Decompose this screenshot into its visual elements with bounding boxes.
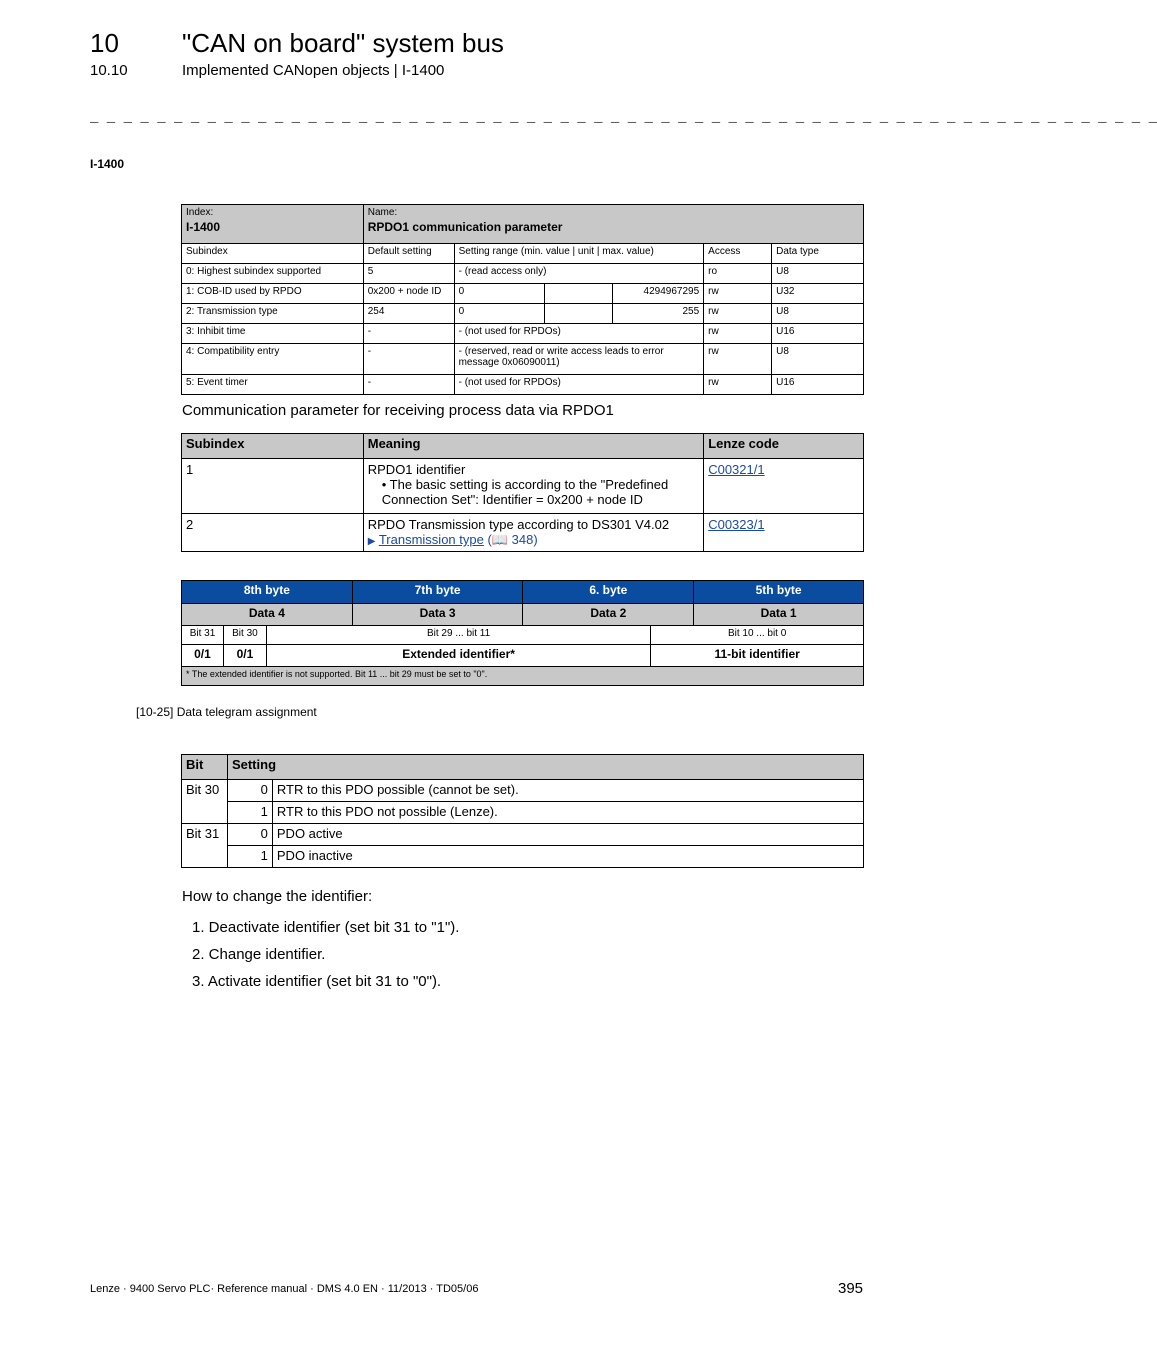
value-bit-30: 0/1: [223, 645, 266, 667]
cell-access: rw: [704, 284, 772, 304]
cell-range: - (reserved, read or write access leads to error message 0x06090011): [454, 344, 704, 375]
cell-subindex: 3: Inhibit time: [182, 324, 364, 344]
cell-value: 0: [227, 780, 272, 802]
cell-bit: Bit 30: [182, 780, 228, 824]
name-cell: [363, 205, 863, 244]
table-row: [182, 324, 864, 344]
cell-access: rw: [704, 375, 772, 395]
cell-text: PDO active: [272, 824, 863, 846]
cell-access: rw: [704, 324, 772, 344]
chapter-title: "CAN on board" system bus: [182, 28, 504, 58]
cell-value: 1: [227, 846, 272, 868]
name-label: Name:: [367, 207, 398, 218]
footer-text: Lenze · 9400 Servo PLC· Reference manual · DMS 4.0 EN · 11/2013 · TD05/06: [90, 1283, 479, 1295]
data-2: Data 2: [523, 604, 694, 626]
col-range: Setting range (min. value | unit | max. value): [454, 244, 704, 264]
cell-min: 0: [454, 284, 545, 304]
bit-30: Bit 30: [223, 626, 266, 645]
cell-meaning: [363, 514, 703, 552]
cell-unit: [545, 284, 613, 304]
cell-bit: Bit 31: [182, 824, 228, 868]
table-caption: Communication parameter for receiving process data via RPDO1: [182, 402, 614, 419]
chapter-number: 10: [90, 28, 119, 58]
byte-6: 6. byte: [523, 581, 694, 604]
data-4: Data 4: [182, 604, 353, 626]
table-row: [182, 264, 864, 284]
cell-unit: [545, 304, 613, 324]
telegram-note: * The extended identifier is not supported. Bit 11 ... bit 29 must be set to "0".: [182, 667, 864, 686]
cell-subindex: 0: Highest subindex supported: [182, 264, 364, 284]
section-title: Implemented CANopen objects | I-1400: [182, 62, 445, 79]
lenze-code-link[interactable]: C00323/1: [708, 517, 765, 532]
section-number: 10.10: [90, 62, 128, 79]
meaning-table: [181, 433, 864, 552]
col-meaning: Meaning: [363, 434, 703, 459]
table-row: [182, 284, 864, 304]
cell-code: [704, 514, 864, 552]
col-access: Access: [704, 244, 772, 264]
table-row: [182, 375, 864, 395]
cell-text: RTR to this PDO possible (cannot be set).: [272, 780, 863, 802]
col-subindex: Subindex: [182, 434, 364, 459]
cell-value: 1: [227, 802, 272, 824]
list-item: 1. Deactivate identifier (set bit 31 to "1").: [192, 919, 460, 936]
object-heading: I-1400: [90, 157, 125, 171]
table-row: [182, 304, 864, 324]
list-item: 2. Change identifier.: [192, 946, 326, 963]
cell-type: U8: [772, 264, 864, 284]
table-row: [182, 802, 864, 824]
book-icon: 📖: [491, 532, 508, 547]
cell-text: RTR to this PDO not possible (Lenze).: [272, 802, 863, 824]
cell-range: - (not used for RPDOs): [454, 324, 704, 344]
bit-31: Bit 31: [182, 626, 224, 645]
howto-heading: How to change the identifier:: [182, 888, 373, 905]
bit-table: [181, 754, 864, 868]
index-value: I-1400: [186, 220, 221, 234]
cell-default: 254: [363, 304, 454, 324]
byte-7: 7th byte: [352, 581, 523, 604]
cell-subindex: 2: Transmission type: [182, 304, 364, 324]
cell-type: U32: [772, 284, 864, 304]
meaning-text: RPDO1 identifier: [367, 462, 466, 477]
col-lenze-code: Lenze code: [704, 434, 864, 459]
meaning-bullet: • The basic setting is according to the "Predefined Connection Set": Identifier = 0x200 + node ID: [381, 477, 669, 507]
page-ref[interactable]: 348: [511, 532, 534, 547]
data-1: Data 1: [694, 604, 864, 626]
cell-default: 0x200 + node ID: [363, 284, 454, 304]
index-label: Index:: [186, 207, 214, 218]
cell-default: -: [363, 344, 454, 375]
cell-max: 4294967295: [613, 284, 704, 304]
steps-list: [192, 914, 459, 995]
cell-default: 5: [363, 264, 454, 284]
transmission-type-link[interactable]: Transmission type: [378, 532, 484, 547]
col-type: Data type: [772, 244, 864, 264]
telegram-table: [181, 580, 864, 686]
cell-type: U8: [772, 344, 864, 375]
triangle-right-icon: ▶: [367, 536, 376, 547]
col-default: Default setting: [363, 244, 454, 264]
byte-8: 8th byte: [182, 581, 353, 604]
cell-code: [704, 459, 864, 514]
table-row: [182, 459, 864, 514]
cell-range: - (not used for RPDOs): [454, 375, 704, 395]
bits-29-11: Bit 29 ... bit 11: [266, 626, 650, 645]
list-item: 3. Activate identifier (set bit 31 to "0").: [192, 973, 442, 990]
table-row: [182, 846, 864, 868]
cell-type: U16: [772, 375, 864, 395]
bits-10-0: Bit 10 ... bit 0: [651, 626, 864, 645]
cell-text: PDO inactive: [272, 846, 863, 868]
cell-subindex: 4: Compatibility entry: [182, 344, 364, 375]
cell-subindex: 2: [182, 514, 364, 552]
col-bit: Bit: [182, 755, 228, 780]
cell-subindex: 5: Event timer: [182, 375, 364, 395]
cell-range: - (read access only): [454, 264, 704, 284]
figure-caption: [10-25] Data telegram assignment: [136, 705, 317, 719]
value-extended-id: Extended identifier*: [266, 645, 650, 667]
meaning-text: RPDO Transmission type according to DS301 V4.02: [367, 517, 670, 532]
data-3: Data 3: [352, 604, 523, 626]
cell-access: rw: [704, 304, 772, 324]
object-table: [181, 204, 864, 395]
cell-max: 255: [613, 304, 704, 324]
cell-type: U8: [772, 304, 864, 324]
cross-reference: ▶ Transmission type (📖 348): [367, 532, 538, 547]
cell-type: U16: [772, 324, 864, 344]
lenze-code-link[interactable]: C00321/1: [708, 462, 765, 477]
value-bit-31: 0/1: [182, 645, 224, 667]
cell-subindex: 1: [182, 459, 364, 514]
cell-access: rw: [704, 344, 772, 375]
name-value: RPDO1 communication parameter: [367, 220, 563, 234]
col-setting: Setting: [227, 755, 863, 780]
cell-default: -: [363, 324, 454, 344]
col-subindex: Subindex: [182, 244, 364, 264]
byte-5: 5th byte: [694, 581, 864, 604]
value-11bit-id: 11-bit identifier: [651, 645, 864, 667]
table-row: [182, 514, 864, 552]
page-number: 395: [838, 1280, 864, 1297]
cell-subindex: 1: COB-ID used by RPDO: [182, 284, 364, 304]
cell-access: ro: [704, 264, 772, 284]
cell-meaning: [363, 459, 703, 514]
cell-min: 0: [454, 304, 545, 324]
cell-value: 0: [227, 824, 272, 846]
table-row: [182, 780, 864, 802]
header-divider: _ _ _ _ _ _ _ _ _ _ _ _ _ _ _ _ _ _ _ _ _ _ _ _ _ _ _ _ _ _ _ _ _ _ _ _ _ _ _ _ _ _ _ _ _ _ _ _ _ _ _ _ _ _ _ _ _ _ _ _ _ _ _ _: [90, 110, 1157, 126]
table-row: [182, 344, 864, 375]
cell-default: -: [363, 375, 454, 395]
index-cell: [182, 205, 364, 244]
table-row: [182, 824, 864, 846]
